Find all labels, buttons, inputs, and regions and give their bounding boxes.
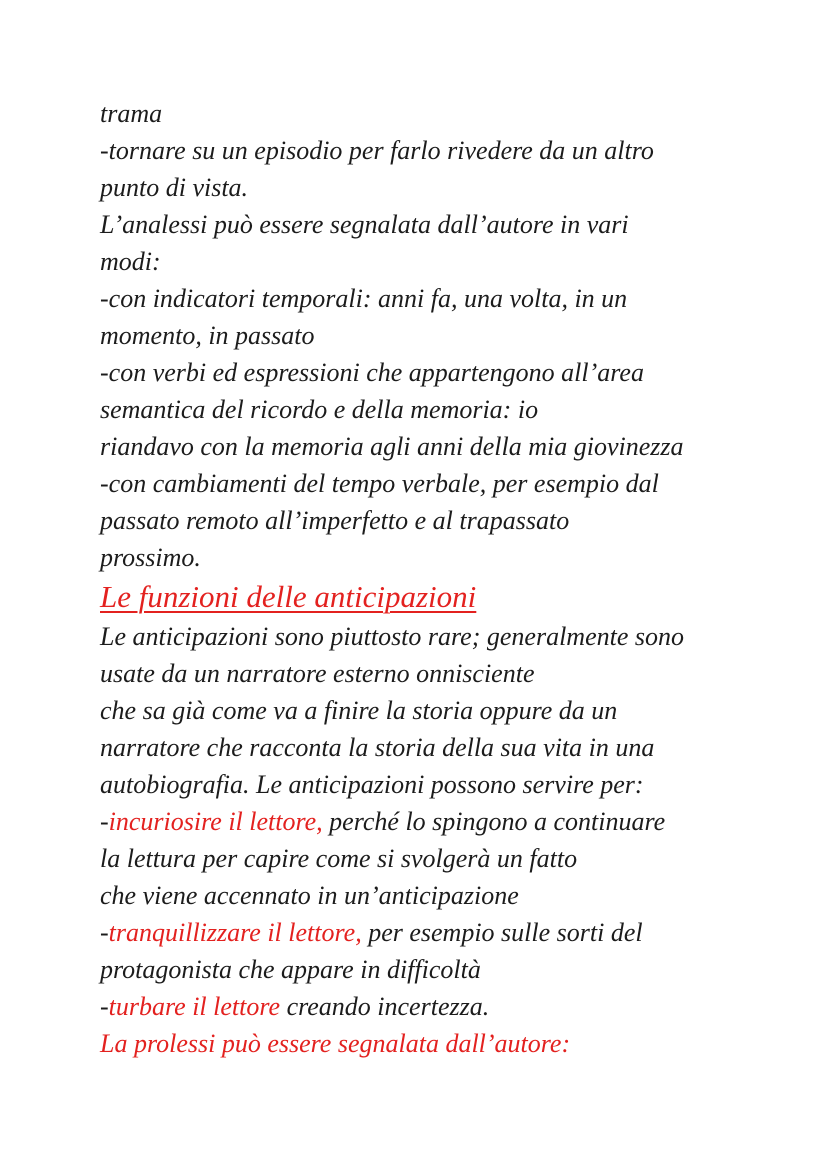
text-segment: creando incertezza. [280,992,490,1021]
text-segment: prossimo. [100,543,201,572]
text-segment: riandavo con la memoria agli anni della mia giovinezza [100,432,684,461]
text-segment: narratore che racconta la storia della sua vita in una [100,733,655,762]
text-line [100,988,758,1025]
text-segment: -tornare su un episodio per farlo rivedere da un altro [100,136,654,165]
text-line [100,729,758,766]
text-line [100,618,758,655]
text-line [100,280,758,317]
text-segment: modi: [100,247,161,276]
text-segment: -con verbi ed espressioni che appartengono all’area [100,358,644,387]
highlighted-text: La prolessi può essere segnalata dall’autore: [100,1029,571,1058]
text-segment: trama [100,99,163,128]
text-segment: usate da un narratore esterno onnisciente [100,659,535,688]
text-segment: protagonista che appare in difficoltà [100,955,481,984]
text-segment: -con cambiamenti del tempo verbale, per esempio dal [100,469,659,498]
text-line [100,317,758,354]
text-line [100,1025,758,1062]
text-line [100,391,758,428]
text-line [100,655,758,692]
text-segment: passato remoto all’imperfetto e al trapassato [100,506,570,535]
text-line [100,354,758,391]
text-segment: autobiografia. Le anticipazioni possono servire per: [100,770,644,799]
text-segment: -con indicatori temporali: anni fa, una volta, in un [100,284,628,313]
text-line [100,692,758,729]
text-line [100,539,758,576]
section-heading [100,576,758,618]
text-line [100,465,758,502]
text-segment: perché lo spingono a continuare [322,807,666,836]
text-line [100,840,758,877]
text-line [100,169,758,206]
text-line [100,502,758,539]
highlighted-text: turbare il lettore [108,992,281,1021]
text-line [100,766,758,803]
text-line [100,206,758,243]
highlighted-text: tranquillizzare il lettore, [108,918,362,947]
highlighted-text: Le funzioni delle anticipazioni [100,579,477,614]
text-segment: che viene accennato in un’anticipazione [100,881,519,910]
text-segment: - [100,918,109,947]
highlighted-text: incuriosire il lettore, [108,807,323,836]
text-line [100,95,758,132]
text-line [100,243,758,280]
text-segment: per esempio sulle sorti del [361,918,643,947]
text-line [100,951,758,988]
text-segment: la lettura per capire come si svolgerà un fatto [100,844,578,873]
text-line [100,877,758,914]
text-line [100,132,758,169]
text-segment: - [100,992,109,1021]
text-line [100,428,758,465]
text-segment: punto di vista. [100,173,249,202]
text-segment: che sa già come va a finire la storia oppure da un [100,696,618,725]
text-segment: - [100,807,109,836]
text-segment: momento, in passato [100,321,315,350]
text-segment: L’analessi può essere segnalata dall’autore in vari [100,210,629,239]
text-segment: Le anticipazioni sono piuttosto rare; generalmente sono [100,622,684,651]
text-line [100,914,758,951]
text-segment: semantica del ricordo e della memoria: io [100,395,539,424]
text-line [100,803,758,840]
